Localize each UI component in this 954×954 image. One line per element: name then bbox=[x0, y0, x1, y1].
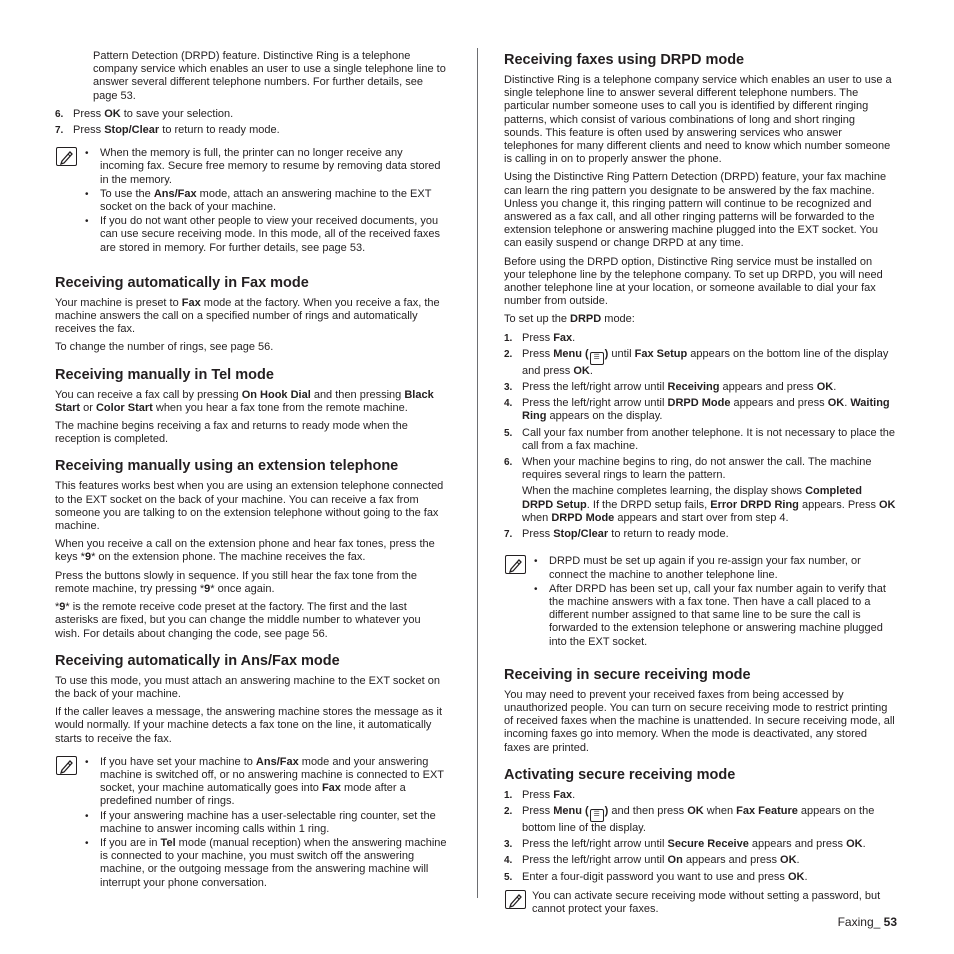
list-item: 5. Call your fax number from another telephone. It is not necessary to place the call from a fax machine. bbox=[504, 426, 895, 452]
page-number: 53 bbox=[883, 915, 897, 929]
paragraph: Press the buttons slowly in sequence. If you still hear the fax tone from the remote machine, try pressing *9* once again. bbox=[55, 569, 417, 595]
paragraph: Your machine is preset to Fax mode at the factory. When you receive a fax, the machine answers the call on a specified number of rings and automatically receives the fax. bbox=[55, 296, 440, 336]
list-item: 7. Press Stop/Clear to return to ready mode. bbox=[55, 124, 280, 137]
step-note: When the machine completes learning, the display shows Completed DRPD Setup. If the DRPD setup fails, Error DRPD Ring appears. Press OK when DRPD Mode appears and start over from step 4. bbox=[522, 485, 896, 524]
list-item: 4. Press the left/right arrow until DRPD Mode appears and press OK. Waiting Ring appears on the display. bbox=[504, 397, 890, 423]
list-item: 4. Press the left/right arrow until On appears and press OK. bbox=[504, 854, 800, 867]
heading-activate-secure: Activating secure receiving mode bbox=[504, 766, 736, 783]
note-block bbox=[504, 555, 896, 648]
heading-secure-receiving: Receiving in secure receiving mode bbox=[504, 666, 751, 683]
paragraph: Distinctive Ring is a telephone company service which enables an user to use a single telephone line to answer several different telephone numbers. The particular number someone uses to call you is identified by different ringing patterns, which consist of various combinations of long and short ringing sounds. This feature is often used by answering services who answer telephones for many different clients and need to know which number someone is calling in on to properly answer the phone. bbox=[504, 74, 892, 166]
paragraph: Using the Distinctive Ring Pattern Detection (DRPD) feature, your fax machine can learn the ring pattern you designate to be answered by the fax machine. Unless you change it, this ringing pattern will continue to be recognized and answered as a fax call, and all other ringing patterns will be forwarded to the extension telephone or answering machine plugged into the EXT socket. You can easily suspend or change DRPD at any time. bbox=[504, 171, 887, 250]
list-item: 3. Press the left/right arrow until Secure Receive appears and press OK. bbox=[504, 838, 866, 851]
right-column bbox=[504, 50, 896, 924]
list-item: • If you are in Tel mode (manual reception) when the answering machine is connected to your machine, you must switch off the answering machine, or the outgoing message from the answering machine will interrupt your phone conversation. bbox=[83, 837, 447, 890]
column-divider bbox=[477, 48, 478, 898]
menu-icon: ☰ bbox=[590, 352, 604, 365]
intro-continuation: Pattern Detection (DRPD) feature. Distinctive Ring is a telephone company service which enables an user to use a single telephone line to answer several different telephone numbers. For further details, see page 53. bbox=[93, 50, 446, 102]
paragraph: If the caller leaves a message, the answering machine stores the message as it would normally. If your machine detects a fax tone on the line, it automatically starts to receive the fax. bbox=[55, 706, 443, 745]
list-item: 2. Press Menu ( ☰ ) until Fax Setup appears on the bottom line of the display and press OK. bbox=[504, 347, 889, 377]
paragraph: To set up the DRPD mode: bbox=[504, 313, 635, 326]
paragraph: *9* is the remote receive code preset at the factory. The first and the last asterisks are fixed, but you can change the middle number to whatever you wish. For details about changing the code, see page 56. bbox=[55, 601, 421, 640]
paragraph: To use this mode, you must attach an answering machine to the EXT socket on the back of your machine. bbox=[55, 674, 441, 700]
left-column bbox=[55, 50, 447, 898]
list-item: 7. Press Stop/Clear to return to ready mode. bbox=[504, 528, 729, 541]
paragraph: When you receive a call on the extension phone and hear fax tones, press the keys *9* on the extension phone. The machine receives the fax. bbox=[55, 538, 435, 564]
list-item: 6. Press OK to save your selection. bbox=[55, 107, 234, 120]
page-footer bbox=[838, 915, 897, 929]
list-item: • If you do not want other people to view your received documents, you can use secure receiving mode. In this mode, all of the received faxes are stored in memory. For further details, see page 53. bbox=[83, 215, 447, 255]
paragraph: The machine begins receiving a fax and returns to ready mode when the reception is completed. bbox=[55, 420, 408, 446]
paragraph: You may need to prevent your received faxes from being accessed by unauthorized people. You can turn on secure receiving mode to restrict printing of received faxes when the machine is unattended. In secure receiving mode, all incoming faxes go into memory. When the mode is deactivated, any stored faxes are printed. bbox=[504, 688, 895, 754]
drpd-steps bbox=[504, 332, 896, 542]
list-item: 3. Press the left/right arrow until Receiving appears and press OK. bbox=[504, 381, 837, 394]
list-item: 6. When your machine begins to ring, do not answer the call. The machine requires several rings to learn the pattern. When the machine completes learning, the display shows Completed DRPD Setup. If the DRPD setup fails, Error DRPD Ring appears. Press OK when DRPD Mode appears and start over from step 4. bbox=[504, 456, 896, 524]
heading-extension-phone: Receiving manually using an extension telephone bbox=[55, 458, 399, 475]
list-item: 5. Enter a four-digit password you want to use and press OK. bbox=[504, 870, 808, 883]
secure-steps bbox=[504, 789, 896, 884]
note-pencil-icon bbox=[505, 555, 526, 574]
list-item: 2. Press Menu ( ☰ ) and then press OK when Fax Feature appears on the bottom line of the display. bbox=[504, 804, 875, 834]
note-block bbox=[55, 147, 447, 255]
heading-fax-mode: Receiving automatically in Fax mode bbox=[55, 274, 309, 291]
list-item: • To use the Ans/Fax mode, attach an answering machine to the EXT socket on the back of your machine. bbox=[83, 188, 447, 214]
heading-ansfax-mode: Receiving automatically in Ans/Fax mode bbox=[55, 652, 340, 669]
note-pencil-icon bbox=[56, 756, 77, 775]
list-item: • When the memory is full, the printer can no longer receive any incoming fax. Secure free memory to resume by removing data stored in the memory. bbox=[83, 147, 447, 187]
paragraph: You can receive a fax call by pressing On Hook Dial and then pressing Black Start or Color Start when you hear a fax tone from the remote machine. bbox=[55, 388, 434, 414]
footer-section: Faxing_ bbox=[837, 915, 881, 929]
note-block bbox=[504, 890, 896, 916]
heading-drpd: Receiving faxes using DRPD mode bbox=[504, 52, 745, 68]
intro-steps bbox=[55, 108, 447, 137]
list-item: 1. Press Fax. bbox=[504, 331, 576, 344]
heading-tel-mode: Receiving manually in Tel mode bbox=[55, 366, 274, 383]
list-item: • DRPD must be set up again if you re-assign your fax number, or connect the machine to another telephone line. bbox=[532, 555, 896, 581]
note-block bbox=[55, 756, 447, 890]
note-pencil-icon bbox=[56, 147, 77, 166]
note-text: You can activate secure receiving mode without setting a password, but cannot protect your faxes. bbox=[532, 889, 881, 915]
paragraph: This features works best when you are using an extension telephone connected to the EXT socket on the back of your machine. You can receive a fax from someone you are talking to on the extension telephone without going to the fax machine. bbox=[55, 480, 444, 533]
list-item: • If your answering machine has a user-selectable ring counter, set the machine to answer incoming calls within 1 ring. bbox=[83, 810, 447, 836]
paragraph: To change the number of rings, see page 56. bbox=[55, 341, 274, 354]
list-item: • If you have set your machine to Ans/Fax mode and your answering machine is switched off, or no answering machine is connected to EXT socket, your machine automatically goes into Fax mode after a predefined number of rings. bbox=[83, 756, 447, 809]
paragraph: Before using the DRPD option, Distinctive Ring service must be installed on your telephone line by the telephone company. To set up DRPD, you will need another telephone line at your location, or someone available to dial your fax number from outside. bbox=[504, 255, 883, 308]
list-item: 1. Press Fax. bbox=[504, 788, 576, 801]
list-item: • After DRPD has been set up, call your fax number again to verify that the machine answers with a fax tone. Then have a call placed to a different number assigned to that same line to be sure the call is forwarded to the extension telephone or answering machine plugged into the EXT socket. bbox=[532, 583, 896, 649]
note-pencil-icon bbox=[505, 890, 526, 909]
menu-icon: ☰ bbox=[590, 809, 604, 822]
